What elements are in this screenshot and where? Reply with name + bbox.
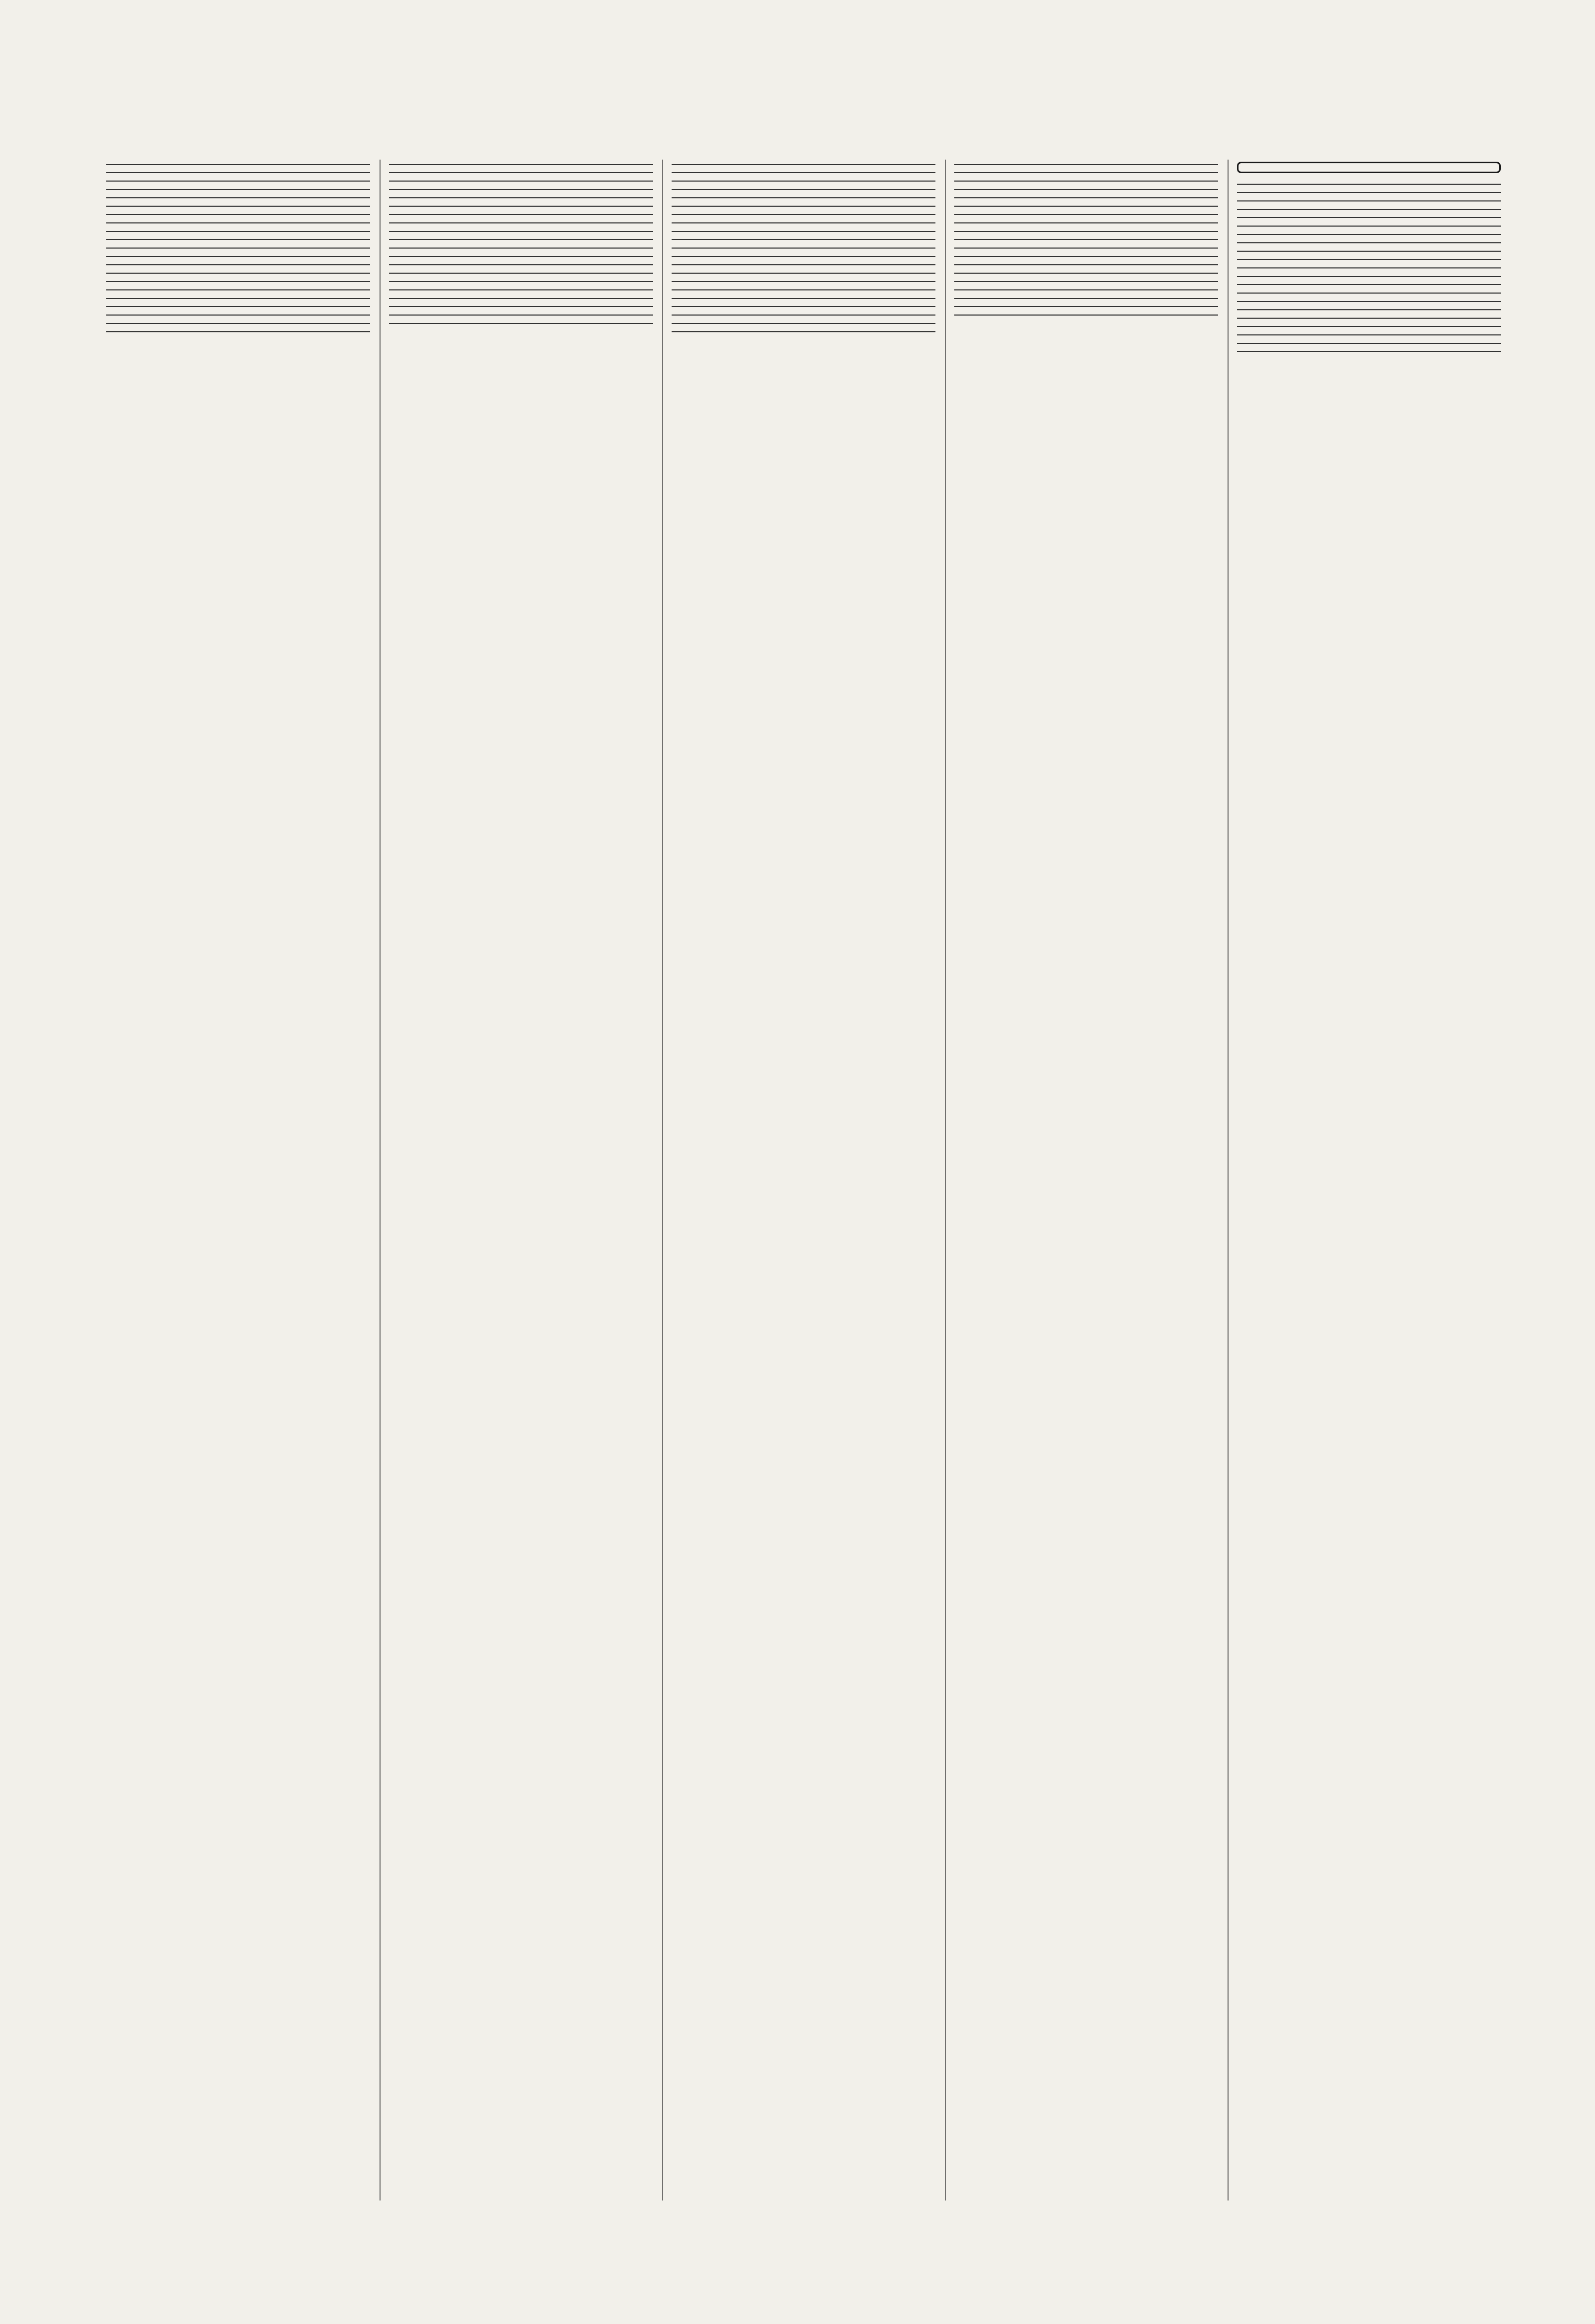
classified-ad — [106, 311, 370, 316]
classified-ad — [672, 320, 935, 324]
classified-ad — [954, 303, 1218, 307]
classified-ad — [106, 169, 370, 173]
classified-ad — [672, 295, 935, 299]
classified-ad — [106, 228, 370, 232]
classified-ad — [672, 286, 935, 290]
classified-ad — [672, 236, 935, 240]
classified-ad — [672, 219, 935, 223]
column-rule — [662, 160, 663, 2200]
classified-ad — [389, 203, 653, 207]
classified-ad — [389, 311, 653, 316]
classified-ad — [672, 261, 935, 265]
classified-ad — [389, 177, 653, 182]
classified-ad — [1237, 289, 1501, 294]
classified-ad — [106, 203, 370, 207]
classified-ad — [954, 203, 1218, 207]
classified-ad — [672, 169, 935, 173]
classified-ad — [106, 328, 370, 332]
classified-ad — [672, 194, 935, 198]
classified-ad — [954, 169, 1218, 173]
section-rubric — [1237, 162, 1501, 173]
classified-ad — [389, 320, 653, 324]
classified-ad — [672, 328, 935, 332]
classified-ad — [389, 244, 653, 249]
classified-ad — [106, 253, 370, 257]
classified-ad — [106, 194, 370, 198]
classified-ad — [1237, 281, 1501, 285]
classified-ad — [389, 211, 653, 215]
classified-ad — [672, 186, 935, 190]
classified-ad — [1237, 315, 1501, 319]
classified-ad — [954, 186, 1218, 190]
classified-ad — [672, 303, 935, 307]
classified-ad — [954, 219, 1218, 223]
classified-ad — [389, 253, 653, 257]
classified-ad — [1237, 273, 1501, 277]
classified-ad — [106, 244, 370, 249]
classified-ad — [1237, 264, 1501, 268]
classified-ad — [1237, 206, 1501, 210]
classified-ad — [389, 169, 653, 173]
column-5 — [1233, 160, 1505, 2200]
classified-ad — [954, 177, 1218, 182]
classified-ad — [672, 311, 935, 316]
classified-ad — [1237, 340, 1501, 344]
classified-ad — [954, 261, 1218, 265]
classified-ad — [389, 261, 653, 265]
classified-ad — [954, 244, 1218, 249]
classified-ad — [954, 253, 1218, 257]
classified-ad — [389, 270, 653, 274]
classified-ad — [672, 270, 935, 274]
classified-ad — [672, 203, 935, 207]
classified-ad — [954, 228, 1218, 232]
classified-ad — [1237, 331, 1501, 335]
classified-ad — [389, 194, 653, 198]
classified-ad — [106, 286, 370, 290]
classified-ad — [954, 211, 1218, 215]
classified-ad — [1237, 181, 1501, 185]
classified-ad — [1237, 214, 1501, 218]
classified-ad — [672, 177, 935, 182]
classified-ad — [106, 161, 370, 165]
classified-ad — [954, 311, 1218, 316]
classified-ad — [106, 219, 370, 223]
classified-ad — [1237, 239, 1501, 243]
classified-ad — [106, 186, 370, 190]
classified-ad — [672, 211, 935, 215]
column-1 — [102, 160, 374, 2200]
classified-ad — [954, 286, 1218, 290]
classified-ad — [672, 161, 935, 165]
classified-ad — [106, 261, 370, 265]
classified-ad — [954, 295, 1218, 299]
classified-ad — [389, 286, 653, 290]
classified-ad — [672, 244, 935, 249]
classified-ad — [389, 228, 653, 232]
classified-ad — [954, 161, 1218, 165]
classified-ad — [389, 236, 653, 240]
classified-ad — [954, 270, 1218, 274]
classified-ad — [672, 253, 935, 257]
classified-ad — [954, 236, 1218, 240]
classified-ad — [1237, 189, 1501, 193]
classified-ad — [1237, 298, 1501, 302]
classified-ad — [1237, 231, 1501, 235]
column-4 — [950, 160, 1222, 2200]
classified-ad — [106, 236, 370, 240]
classified-ad — [389, 278, 653, 282]
classified-ad — [1237, 348, 1501, 352]
classified-ad — [106, 278, 370, 282]
classified-ad — [1237, 306, 1501, 310]
classified-ad — [106, 177, 370, 182]
classified-ad — [389, 303, 653, 307]
column-rule — [1228, 160, 1229, 2200]
classified-ad — [106, 270, 370, 274]
classified-ad — [954, 194, 1218, 198]
classified-ad — [1237, 197, 1501, 201]
classified-ad — [672, 278, 935, 282]
classified-ad — [1237, 323, 1501, 327]
classified-ad — [672, 228, 935, 232]
classified-ad — [954, 278, 1218, 282]
column-rule — [945, 160, 946, 2200]
classified-ad — [106, 295, 370, 299]
classified-ad — [106, 211, 370, 215]
column-2 — [385, 160, 657, 2200]
classified-ad — [106, 320, 370, 324]
column-rule — [380, 160, 381, 2200]
column-3 — [667, 160, 940, 2200]
classified-ad — [1237, 248, 1501, 252]
classified-ad — [106, 303, 370, 307]
classified-ad — [389, 186, 653, 190]
classified-ad — [1237, 256, 1501, 260]
classified-ad — [389, 219, 653, 223]
newspaper-page — [102, 160, 1502, 2211]
classified-ad — [1237, 222, 1501, 227]
classified-ad — [389, 161, 653, 165]
classified-ad — [389, 295, 653, 299]
